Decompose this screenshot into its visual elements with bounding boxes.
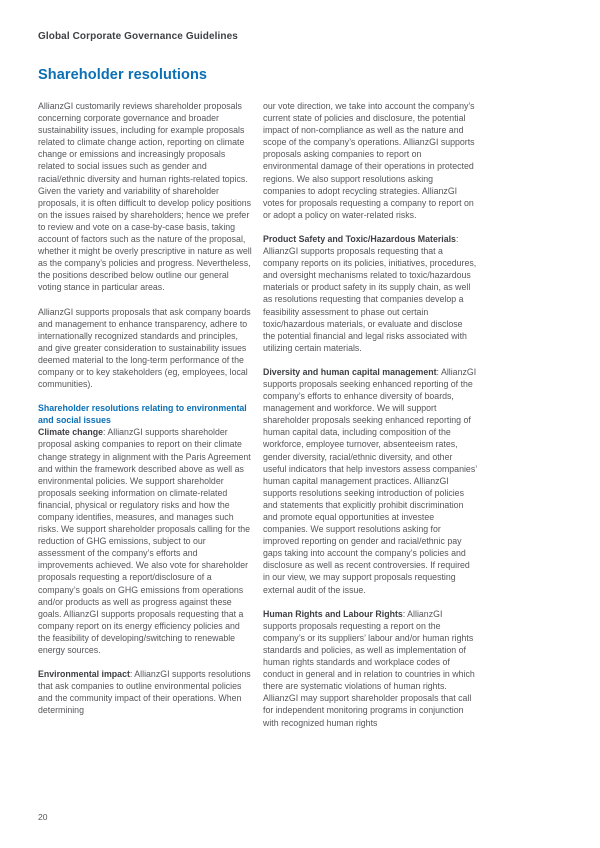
paragraph	[263, 366, 477, 596]
paragraph-lead: Human Rights and Labour Rights	[263, 608, 403, 619]
section-subheading: Shareholder resolutions relating to environmental and social issues	[38, 403, 247, 426]
paragraph: AllianzGI supports proposals that ask company boards and management to enhance transparency, adhere to internationally recognized standards and principles, and give greater consideration to sustainability issues deemed material to the long-term performance of the company or to key stakeholders (eg, employees, local communities).	[38, 306, 251, 390]
paragraph-text: : AllianzGI supports shareholder proposal asking companies to report on their climate change strategy in alignment with the Paris Agreement and within the framework described above as well as environmental policies. We support shareholder proposals seeking information on climate-related financial, physical or regulatory risks and how the company identifies, measures, and manages such risks. We support shareholder proposals calling for the reduction of GHG emissions, subject to our assessment of the company’s efforts and improvements achieved. We also vote for shareholder proposals requesting a report/disclosure of a company’s goals on GHG emissions from operations and/or products as well as progress against these goals. AllianzGI supports proposals requesting that a company report on its energy efficiency policies and the feasibility of developing/switching to renewable energy sources.	[38, 427, 251, 656]
paragraph-text: : AllianzGI supports resolutions that ask companies to outline environmental policies and the community impact of their operations. When determining	[38, 669, 251, 716]
paragraph	[38, 426, 252, 656]
paragraph-lead: Climate change	[38, 427, 104, 438]
paragraph: our vote direction, we take into account the company’s current state of policies and disclosure, the potential impact of non-compliance as well as the nature and scope of the company’s operations. AllianzGI supports proposals asking companies to report on environmental damage of their operations in protected regions. We also support resolutions asking companies to adopt recycling strategies. AllianzGI votes for proposals requesting a company to report on or adopt a policy on water-related risks.	[263, 101, 475, 220]
paragraph-text: : AllianzGI supports proposals seeking enhanced reporting of the company’s efforts to enhance diversity of boards, management and workforce. We will support shareholder proposals seeking enhanced reporting of human capital data, including composition of the workforce, employee turnover, absenteeism rates, gender diversity, racial/ethnic diversity, and other useful indicators that help investors assess companies’ human capital management practices. AllianzGI supports resolutions seeking introduction of policies and statements that explicitly prohibit discrimination and promote equal opportunities at investee companies. We support resolutions asking for improved reporting on gender and racial/ethnic pay gaps taking into account the company’s policies and disclosure as well as recent controversies. If required in our view, we may support proposals requesting external audit of the issue.	[263, 366, 477, 595]
paragraph	[263, 233, 477, 354]
paragraph	[263, 608, 477, 729]
paragraph-text: : AllianzGI supports proposals requesting a report on the company’s or its suppliers’ labour and/or human rights standards and policies, as well as implementation of human rights standards and workplace codes of conduct in general and in relation to countries in which there are systematic violations of human rights. AllianzGI may support shareholder proposals that call for independent monitoring programs in conjunction with recognized human rights	[263, 608, 475, 728]
document-header: Global Corporate Governance Guidelines	[38, 31, 238, 42]
paragraph-lead: Environmental impact	[38, 669, 130, 680]
paragraph-lead: Diversity and human capital management	[263, 366, 437, 377]
paragraph-lead: Product Safety and Toxic/Hazardous Materials	[263, 233, 456, 244]
page-title: Shareholder resolutions	[38, 67, 208, 83]
paragraph: AllianzGI customarily reviews shareholder proposals concerning corporate governance and broader sustainability issues, including for example proposals related to climate change action, reporting on climate change or emissions and increasingly proposals related to social issues such as gender and racial/ethnic diversity and human rights-related topics. Given the variety and variability of shareholder proposals, it is often difficult to develop policy positions on the issues raised by shareholders; hence we prefer to review and vote on a case-by-case basis, taking account of factors such as the nature of the proposal, whether it might be overly prescriptive in nature as well as the company’s policies and progress. Nevertheless, the positions described below outline our general voting stance in particular areas.	[38, 101, 252, 293]
page-number: 20	[38, 812, 48, 822]
paragraph	[38, 668, 252, 716]
paragraph-text: : AllianzGI supports proposals requesting that a company reports on its policies, initiatives, procedures, and oversight mechanisms related to toxic/hazardous materials or product safety in its supply chain, as well as resolutions requesting that companies develop a feasibility assessment to phase out certain toxic/hazardous materials, or evaluate and disclose the potential financial and legal risks associated with utilizing certain materials.	[263, 233, 477, 353]
left-column	[38, 100, 252, 741]
two-column-layout	[38, 100, 600, 741]
right-column	[263, 100, 477, 741]
